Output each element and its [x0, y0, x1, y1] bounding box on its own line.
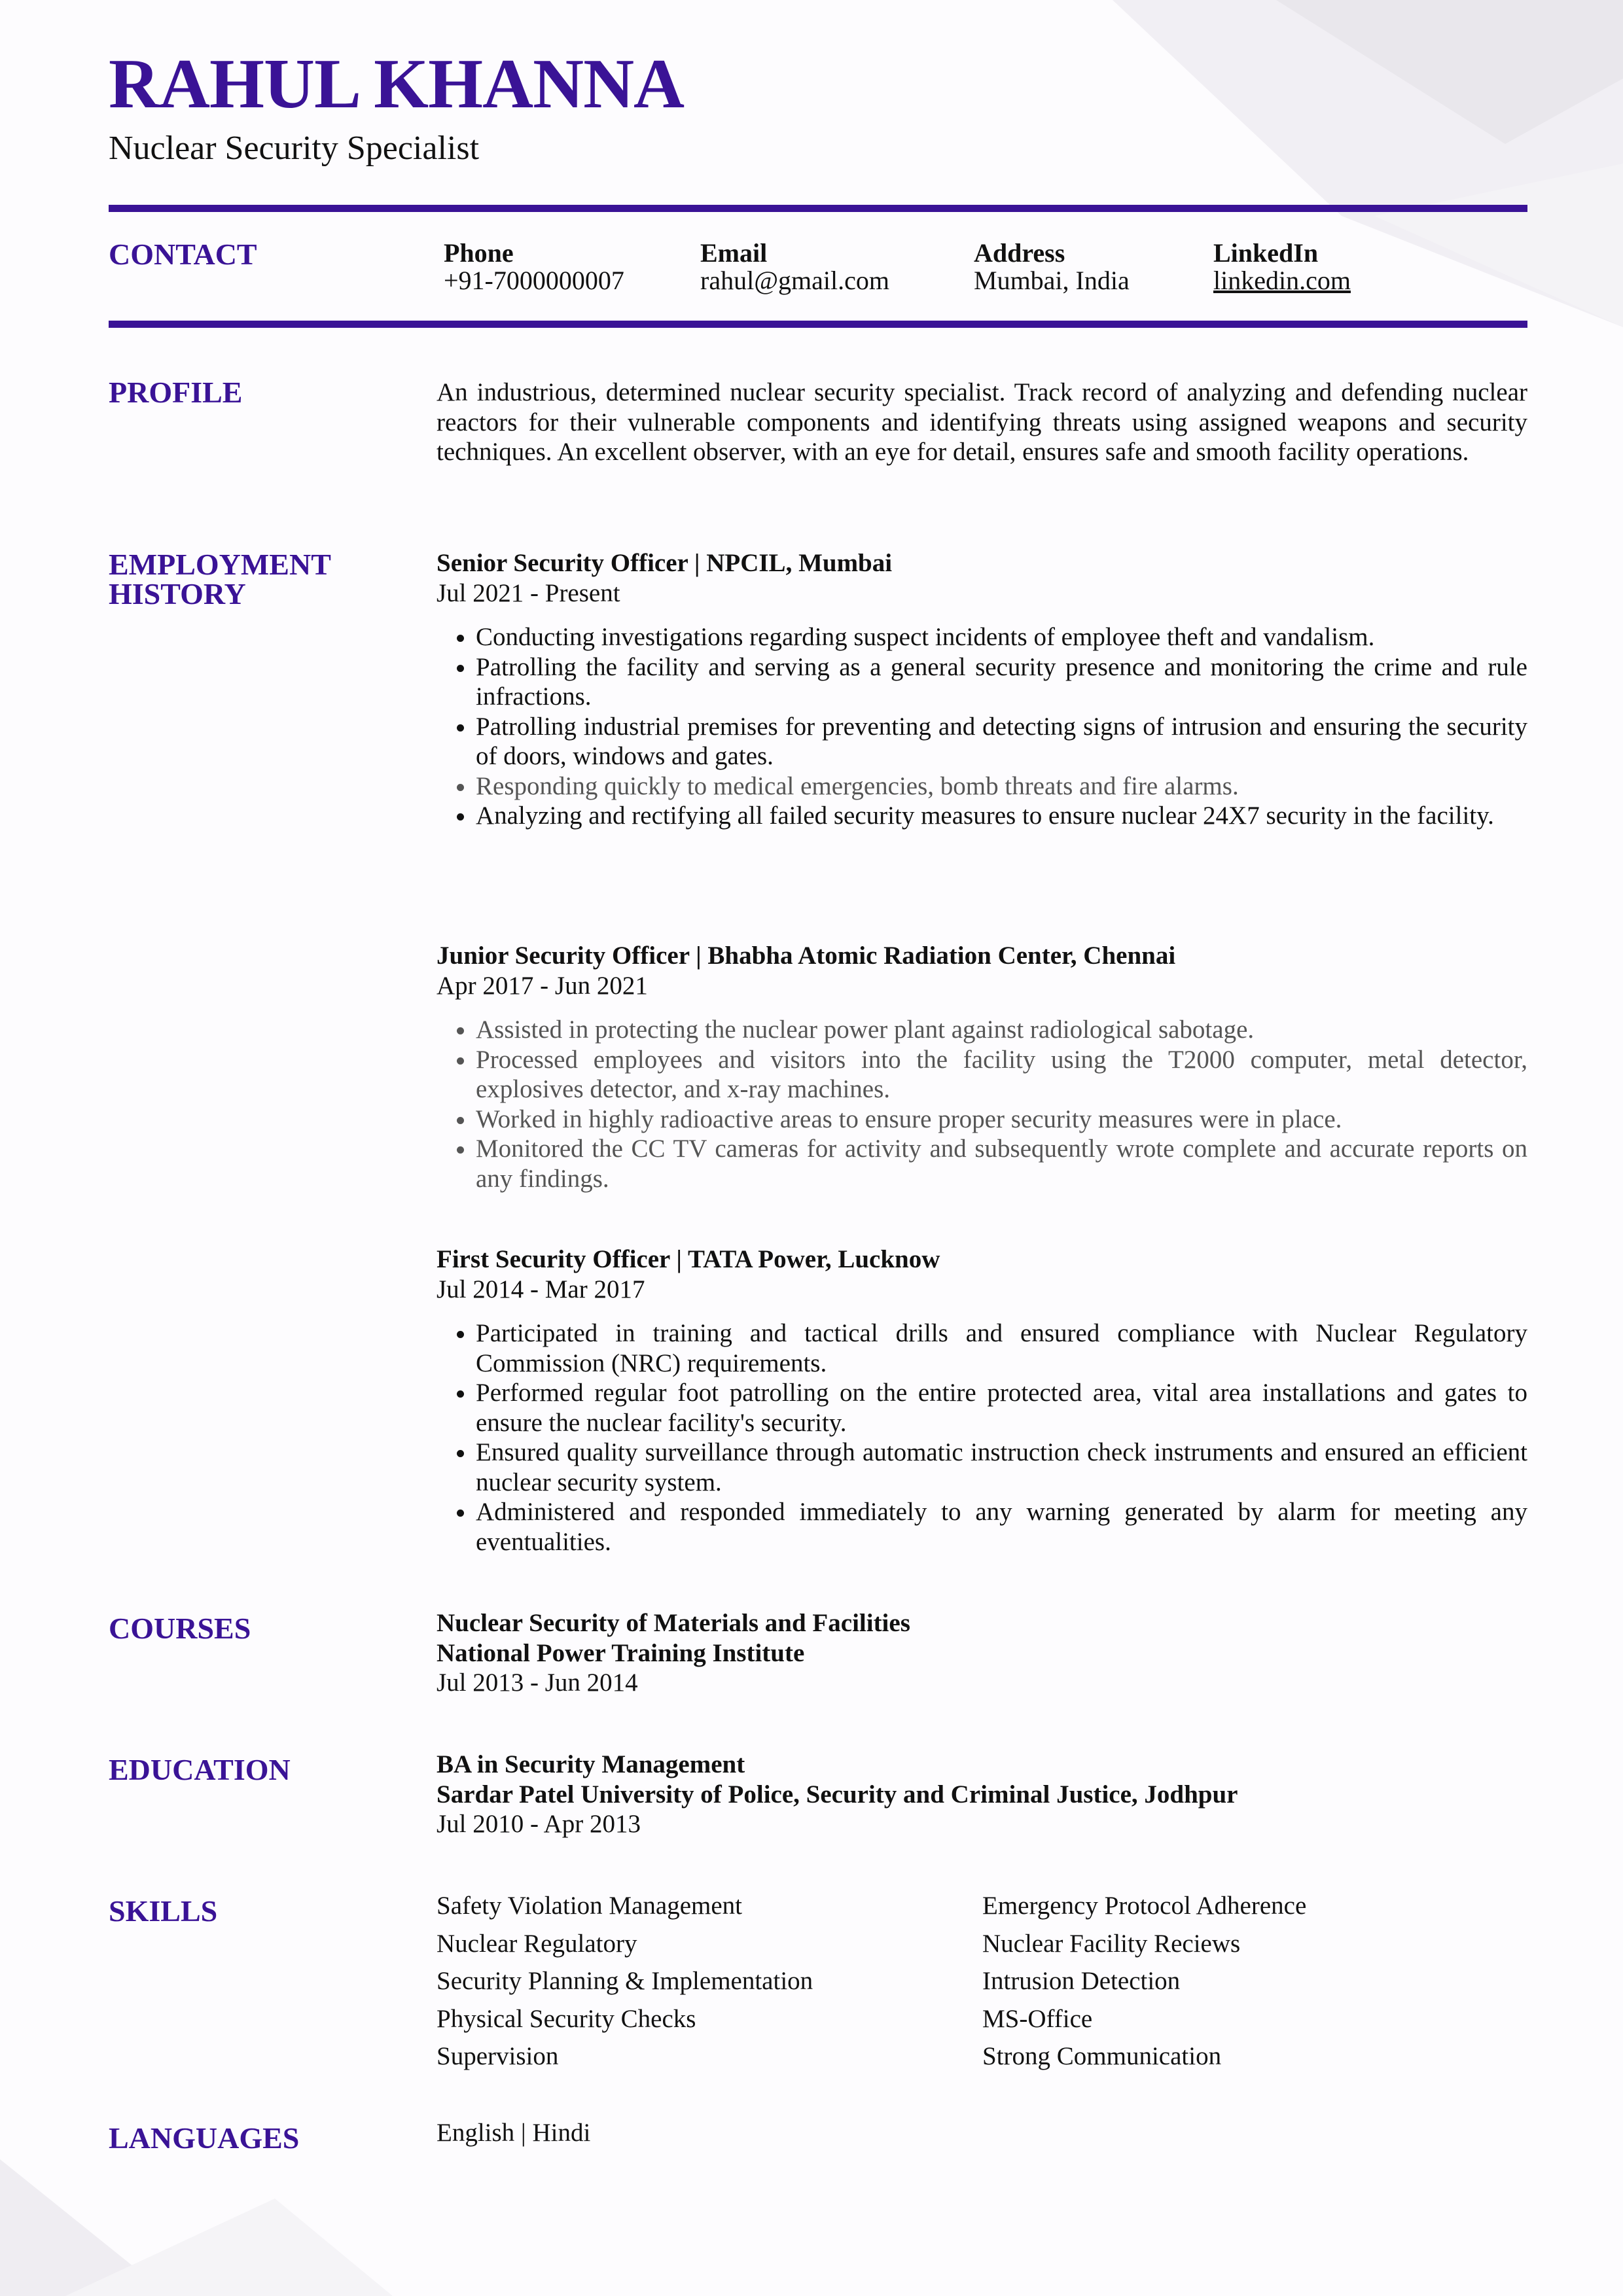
skills-list — [437, 1891, 1527, 2072]
contact-phone — [444, 239, 624, 294]
contact-email — [700, 239, 889, 294]
education-dates: Jul 2010 - Apr 2013 — [437, 1810, 641, 1838]
job-bullets — [437, 622, 1527, 831]
list-item: • Participated in training and tactical drills and ensured compliance with Nuclear Regulatory Commission (NRC) requirements. — [476, 1318, 1527, 1378]
skill-item: Physical Security Checks — [437, 2004, 696, 2033]
job-dates: Jul 2021 - Present — [437, 578, 620, 607]
linkedin-link[interactable]: linkedin.com — [1213, 266, 1351, 295]
course-dates: Jul 2013 - Jun 2014 — [437, 1669, 638, 1697]
employment-heading: EMPLOYMENT HISTORY — [109, 548, 331, 610]
skill-item: Emergency Protocol Adherence — [982, 1892, 1307, 1920]
phone-value: +91-7000000007 — [444, 266, 624, 295]
skill-item: Security Planning & Implementation — [437, 1967, 813, 1995]
linkedin-label: LinkedIn — [1213, 238, 1319, 268]
contact-address — [974, 239, 1130, 294]
profile-heading: PROFILE — [109, 376, 243, 409]
list-item: • Analyzing and rectifying all failed security measures to ensure nuclear 24X7 security in the facility. — [476, 801, 1527, 831]
job-position: First Security Officer | TATA Power, Lucknow — [437, 1245, 940, 1273]
list-item: • Ensured quality surveillance through automatic instruction check instruments and ensured an efficient nuclear security system. — [476, 1438, 1527, 1497]
languages-text: English | Hindi — [437, 2119, 591, 2147]
skill-item: MS-Office — [982, 2004, 1093, 2033]
job-bullets — [437, 1015, 1527, 1193]
job-entry — [437, 548, 1527, 831]
phone-label: Phone — [444, 238, 514, 268]
education-entry — [437, 1750, 1527, 1839]
skill-item: Nuclear Facility Reciews — [982, 1929, 1241, 1958]
languages-heading: LANGUAGES — [109, 2121, 300, 2155]
job-title: Nuclear Security Specialist — [109, 130, 480, 167]
skills-heading: SKILLS — [109, 1894, 218, 1928]
list-item: • Worked in highly radioactive areas to ensure proper security measures were in place. — [476, 1104, 1527, 1135]
degree: BA in Security Management — [437, 1750, 745, 1778]
divider — [109, 321, 1527, 328]
job-entry — [437, 1245, 1527, 1557]
list-item: • Responding quickly to medical emergencies, bomb threats and fire alarms. — [476, 771, 1527, 802]
list-item: • Administered and responded immediately to any warning generated by alarm for meeting any eventualities. — [476, 1497, 1527, 1557]
course-entry — [437, 1608, 1527, 1698]
job-entry — [437, 941, 1527, 1193]
skill-item: Intrusion Detection — [982, 1967, 1181, 1995]
contact-linkedin — [1213, 239, 1351, 294]
course-name: Nuclear Security of Materials and Facilities — [437, 1609, 910, 1637]
course-institution: National Power Training Institute — [437, 1638, 805, 1667]
contact-heading: CONTACT — [109, 238, 257, 271]
job-dates: Apr 2017 - Jun 2021 — [437, 971, 648, 1000]
list-item: • Assisted in protecting the nuclear power plant against radiological sabotage. — [476, 1015, 1527, 1045]
skill-item: Strong Communication — [982, 2042, 1222, 2070]
job-dates: Jul 2014 - Mar 2017 — [437, 1275, 645, 1303]
email-label: Email — [700, 238, 768, 268]
courses-heading: COURSES — [109, 1612, 251, 1645]
skill-item: Safety Violation Management — [437, 1892, 742, 1920]
candidate-name: RAHUL KHANNA — [109, 45, 685, 123]
university: Sardar Patel University of Police, Security and Criminal Justice, Jodhpur — [437, 1780, 1238, 1809]
job-position: Junior Security Officer | Bhabha Atomic Radiation Center, Chennai — [437, 942, 1176, 970]
job-bullets — [437, 1318, 1527, 1557]
skill-item: Nuclear Regulatory — [437, 1929, 637, 1958]
list-item: • Patrolling the facility and serving as a general security presence and monitoring the crime and rule infractions. — [476, 652, 1527, 712]
list-item: • Performed regular foot patrolling on the entire protected area, vital area installations and gates to ensure the nuclear facility's security. — [476, 1378, 1527, 1438]
address-label: Address — [974, 238, 1065, 268]
job-position: Senior Security Officer | NPCIL, Mumbai — [437, 549, 893, 577]
list-item: • Processed employees and visitors into the facility using the T2000 computer, metal detector, explosives detector, and x-ray machines. — [476, 1045, 1527, 1104]
education-heading: EDUCATION — [109, 1753, 291, 1786]
list-item: • Patrolling industrial premises for preventing and detecting signs of intrusion and ensuring the security of doors, windows and gates. — [476, 712, 1527, 771]
email-value[interactable]: rahul@gmail.com — [700, 266, 889, 295]
address-value: Mumbai, India — [974, 266, 1130, 295]
list-item: • Monitored the CC TV cameras for activity and subsequently wrote complete and accurate reports on any findings. — [476, 1134, 1527, 1193]
list-item: • Conducting investigations regarding suspect incidents of employee theft and vandalism. — [476, 622, 1527, 652]
divider — [109, 205, 1527, 212]
profile-text: An industrious, determined nuclear security specialist. Track record of analyzing and defending nuclear reactors for their vulnerable components and identifying threats using assigned weapons and security techniques. An excellent observer, with an eye for detail, ensures safe and smooth facility operations. — [437, 378, 1527, 466]
skill-item: Supervision — [437, 2042, 559, 2070]
